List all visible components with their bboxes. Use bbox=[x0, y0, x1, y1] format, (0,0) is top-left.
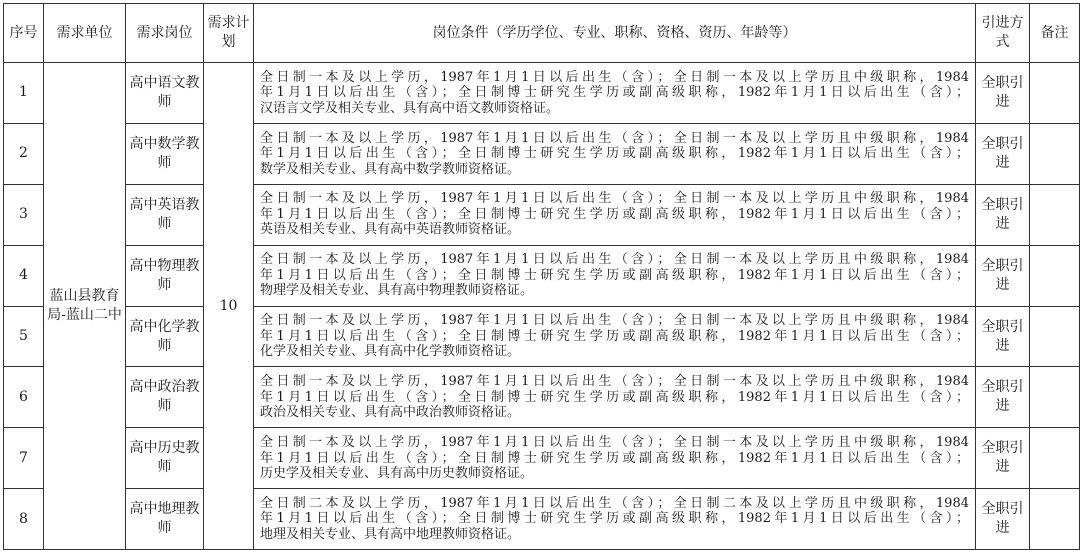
header-method: 引进方式 bbox=[976, 4, 1030, 63]
remark-cell bbox=[1030, 184, 1080, 245]
remark-cell bbox=[1030, 489, 1080, 550]
seq-cell: 1 bbox=[4, 63, 44, 124]
method-cell: 全职引进 bbox=[976, 123, 1030, 184]
method-cell: 全职引进 bbox=[976, 489, 1030, 550]
table-row bbox=[4, 428, 1080, 489]
conditions-line: 年1月1日以后出生（含）；全日制博士研究生学历或副高级职称，1982年1月1日以后出生（含）； bbox=[260, 328, 969, 344]
position-cell: 高中历史教师 bbox=[126, 428, 204, 489]
table-row bbox=[4, 367, 1080, 428]
seq-cell: 7 bbox=[4, 428, 44, 489]
conditions-line: 全日制一本及以上学历，1987年1月1日以后出生（含）；全日制一本及以上学历且中级职称，1984 bbox=[260, 191, 969, 207]
method-cell: 全职引进 bbox=[976, 184, 1030, 245]
conditions-cell bbox=[254, 63, 976, 124]
seq-cell: 2 bbox=[4, 123, 44, 184]
method-cell: 全职引进 bbox=[976, 428, 1030, 489]
conditions-cell bbox=[254, 489, 976, 550]
seq-cell: 8 bbox=[4, 489, 44, 550]
table-header bbox=[4, 4, 1080, 63]
conditions-line: 地理及相关专业、具有高中地理教师资格证。 bbox=[260, 526, 521, 542]
conditions-line: 全日制一本及以上学历，1987年1月1日以后出生（含）；全日制一本及以上学历且中级职称，1984 bbox=[260, 69, 969, 85]
header-position: 需求岗位 bbox=[126, 4, 204, 63]
unit-cell: 蓝山县教育局-蓝山二中 bbox=[44, 63, 126, 550]
table-row bbox=[4, 63, 1080, 124]
table-row bbox=[4, 184, 1080, 245]
conditions-line: 年1月1日以后出生（含）；全日制博士研究生学历或副高级职称，1982年1月1日以后出生（含）； bbox=[260, 450, 969, 466]
seq-cell: 6 bbox=[4, 367, 44, 428]
header-seq: 序号 bbox=[4, 4, 44, 63]
method-cell: 全职引进 bbox=[976, 367, 1030, 428]
position-cell: 高中化学教师 bbox=[126, 306, 204, 367]
recruitment-table bbox=[3, 3, 1080, 550]
method-cell: 全职引进 bbox=[976, 63, 1030, 124]
method-cell: 全职引进 bbox=[976, 245, 1030, 306]
remark-cell bbox=[1030, 428, 1080, 489]
seq-cell: 3 bbox=[4, 184, 44, 245]
conditions-line: 年1月1日以后出生（含）；全日制博士研究生学历或副高级职称，1982年1月1日以后出生（含）； bbox=[260, 206, 969, 222]
remark-cell bbox=[1030, 123, 1080, 184]
remark-cell bbox=[1030, 63, 1080, 124]
conditions-line: 年1月1日以后出生（含）；全日制博士研究生学历或副高级职称，1982年1月1日以后出生（含）； bbox=[260, 146, 969, 162]
conditions-cell bbox=[254, 428, 976, 489]
header-remark: 备注 bbox=[1030, 4, 1080, 63]
seq-cell: 5 bbox=[4, 306, 44, 367]
remark-cell bbox=[1030, 245, 1080, 306]
conditions-cell bbox=[254, 123, 976, 184]
conditions-line: 历史学及相关专业、具有高中历史教师资格证。 bbox=[260, 466, 534, 482]
conditions-line: 英语及相关专业、具有高中英语教师资格证。 bbox=[260, 222, 521, 238]
table-row bbox=[4, 123, 1080, 184]
table-body bbox=[4, 63, 1080, 550]
conditions-line: 物理学及相关专业、具有高中物理教师资格证。 bbox=[260, 283, 534, 299]
position-cell: 高中英语教师 bbox=[126, 184, 204, 245]
conditions-line: 全日制一本及以上学历，1987年1月1日以后出生（含）；全日制一本及以上学历且中级职称，1984 bbox=[260, 252, 969, 268]
recruitment-table-wrapper bbox=[3, 3, 1080, 550]
conditions-line: 全日制一本及以上学历，1987年1月1日以后出生（含）；全日制一本及以上学历且中级职称，1984 bbox=[260, 374, 969, 390]
conditions-line: 全日制一本及以上学历，1987年1月1日以后出生（含）；全日制一本及以上学历且中级职称，1984 bbox=[260, 435, 969, 451]
position-cell: 高中物理教师 bbox=[126, 245, 204, 306]
conditions-line: 数学及相关专业、具有高中数学教师资格证。 bbox=[260, 161, 521, 177]
position-cell: 高中地理教师 bbox=[126, 489, 204, 550]
conditions-line: 年1月1日以后出生（含）；全日制博士研究生学历或副高级职称，1982年1月1日以后出生（含）； bbox=[260, 267, 969, 283]
conditions-line: 政治及相关专业、具有高中政治教师资格证。 bbox=[260, 405, 521, 421]
conditions-line: 全日制一本及以上学历，1987年1月1日以后出生（含）；全日制一本及以上学历且中级职称，1984 bbox=[260, 130, 969, 146]
conditions-cell bbox=[254, 184, 976, 245]
remark-cell bbox=[1030, 367, 1080, 428]
header-conditions: 岗位条件（学历学位、专业、职称、资格、资历、年龄等） bbox=[254, 4, 976, 63]
conditions-line: 年1月1日以后出生（含）；全日制博士研究生学历或副高级职称，1982年1月1日以后出生（含）； bbox=[260, 511, 969, 527]
conditions-line: 全日制一本及以上学历，1987年1月1日以后出生（含）；全日制一本及以上学历且中级职称，1984 bbox=[260, 313, 969, 329]
conditions-cell bbox=[254, 306, 976, 367]
conditions-line: 年1月1日以后出生（含）；全日制博士研究生学历或副高级职称，1982年1月1日以后出生（含）； bbox=[260, 85, 969, 101]
header-plan: 需求计划 bbox=[204, 4, 254, 63]
conditions-line: 全日制二本及以上学历，1987年1月1日以后出生（含）；全日制二本及以上学历且中级职称，1984 bbox=[260, 495, 969, 511]
header-row bbox=[4, 4, 1080, 63]
seq-cell: 4 bbox=[4, 245, 44, 306]
table-row bbox=[4, 489, 1080, 550]
remark-cell bbox=[1030, 306, 1080, 367]
position-cell: 高中语文教师 bbox=[126, 63, 204, 124]
table-row bbox=[4, 306, 1080, 367]
conditions-cell bbox=[254, 245, 976, 306]
conditions-line: 化学及相关专业、具有高中化学教师资格证。 bbox=[260, 344, 521, 360]
header-unit: 需求单位 bbox=[44, 4, 126, 63]
plan-cell: 10 bbox=[204, 63, 254, 550]
conditions-cell bbox=[254, 367, 976, 428]
position-cell: 高中数学教师 bbox=[126, 123, 204, 184]
conditions-line: 年1月1日以后出生（含）；全日制博士研究生学历或副高级职称，1982年1月1日以后出生（含）； bbox=[260, 389, 969, 405]
conditions-line: 汉语言文学及相关专业、具有高中语文教师资格证。 bbox=[260, 100, 560, 116]
position-cell: 高中政治教师 bbox=[126, 367, 204, 428]
method-cell: 全职引进 bbox=[976, 306, 1030, 367]
table-row bbox=[4, 245, 1080, 306]
